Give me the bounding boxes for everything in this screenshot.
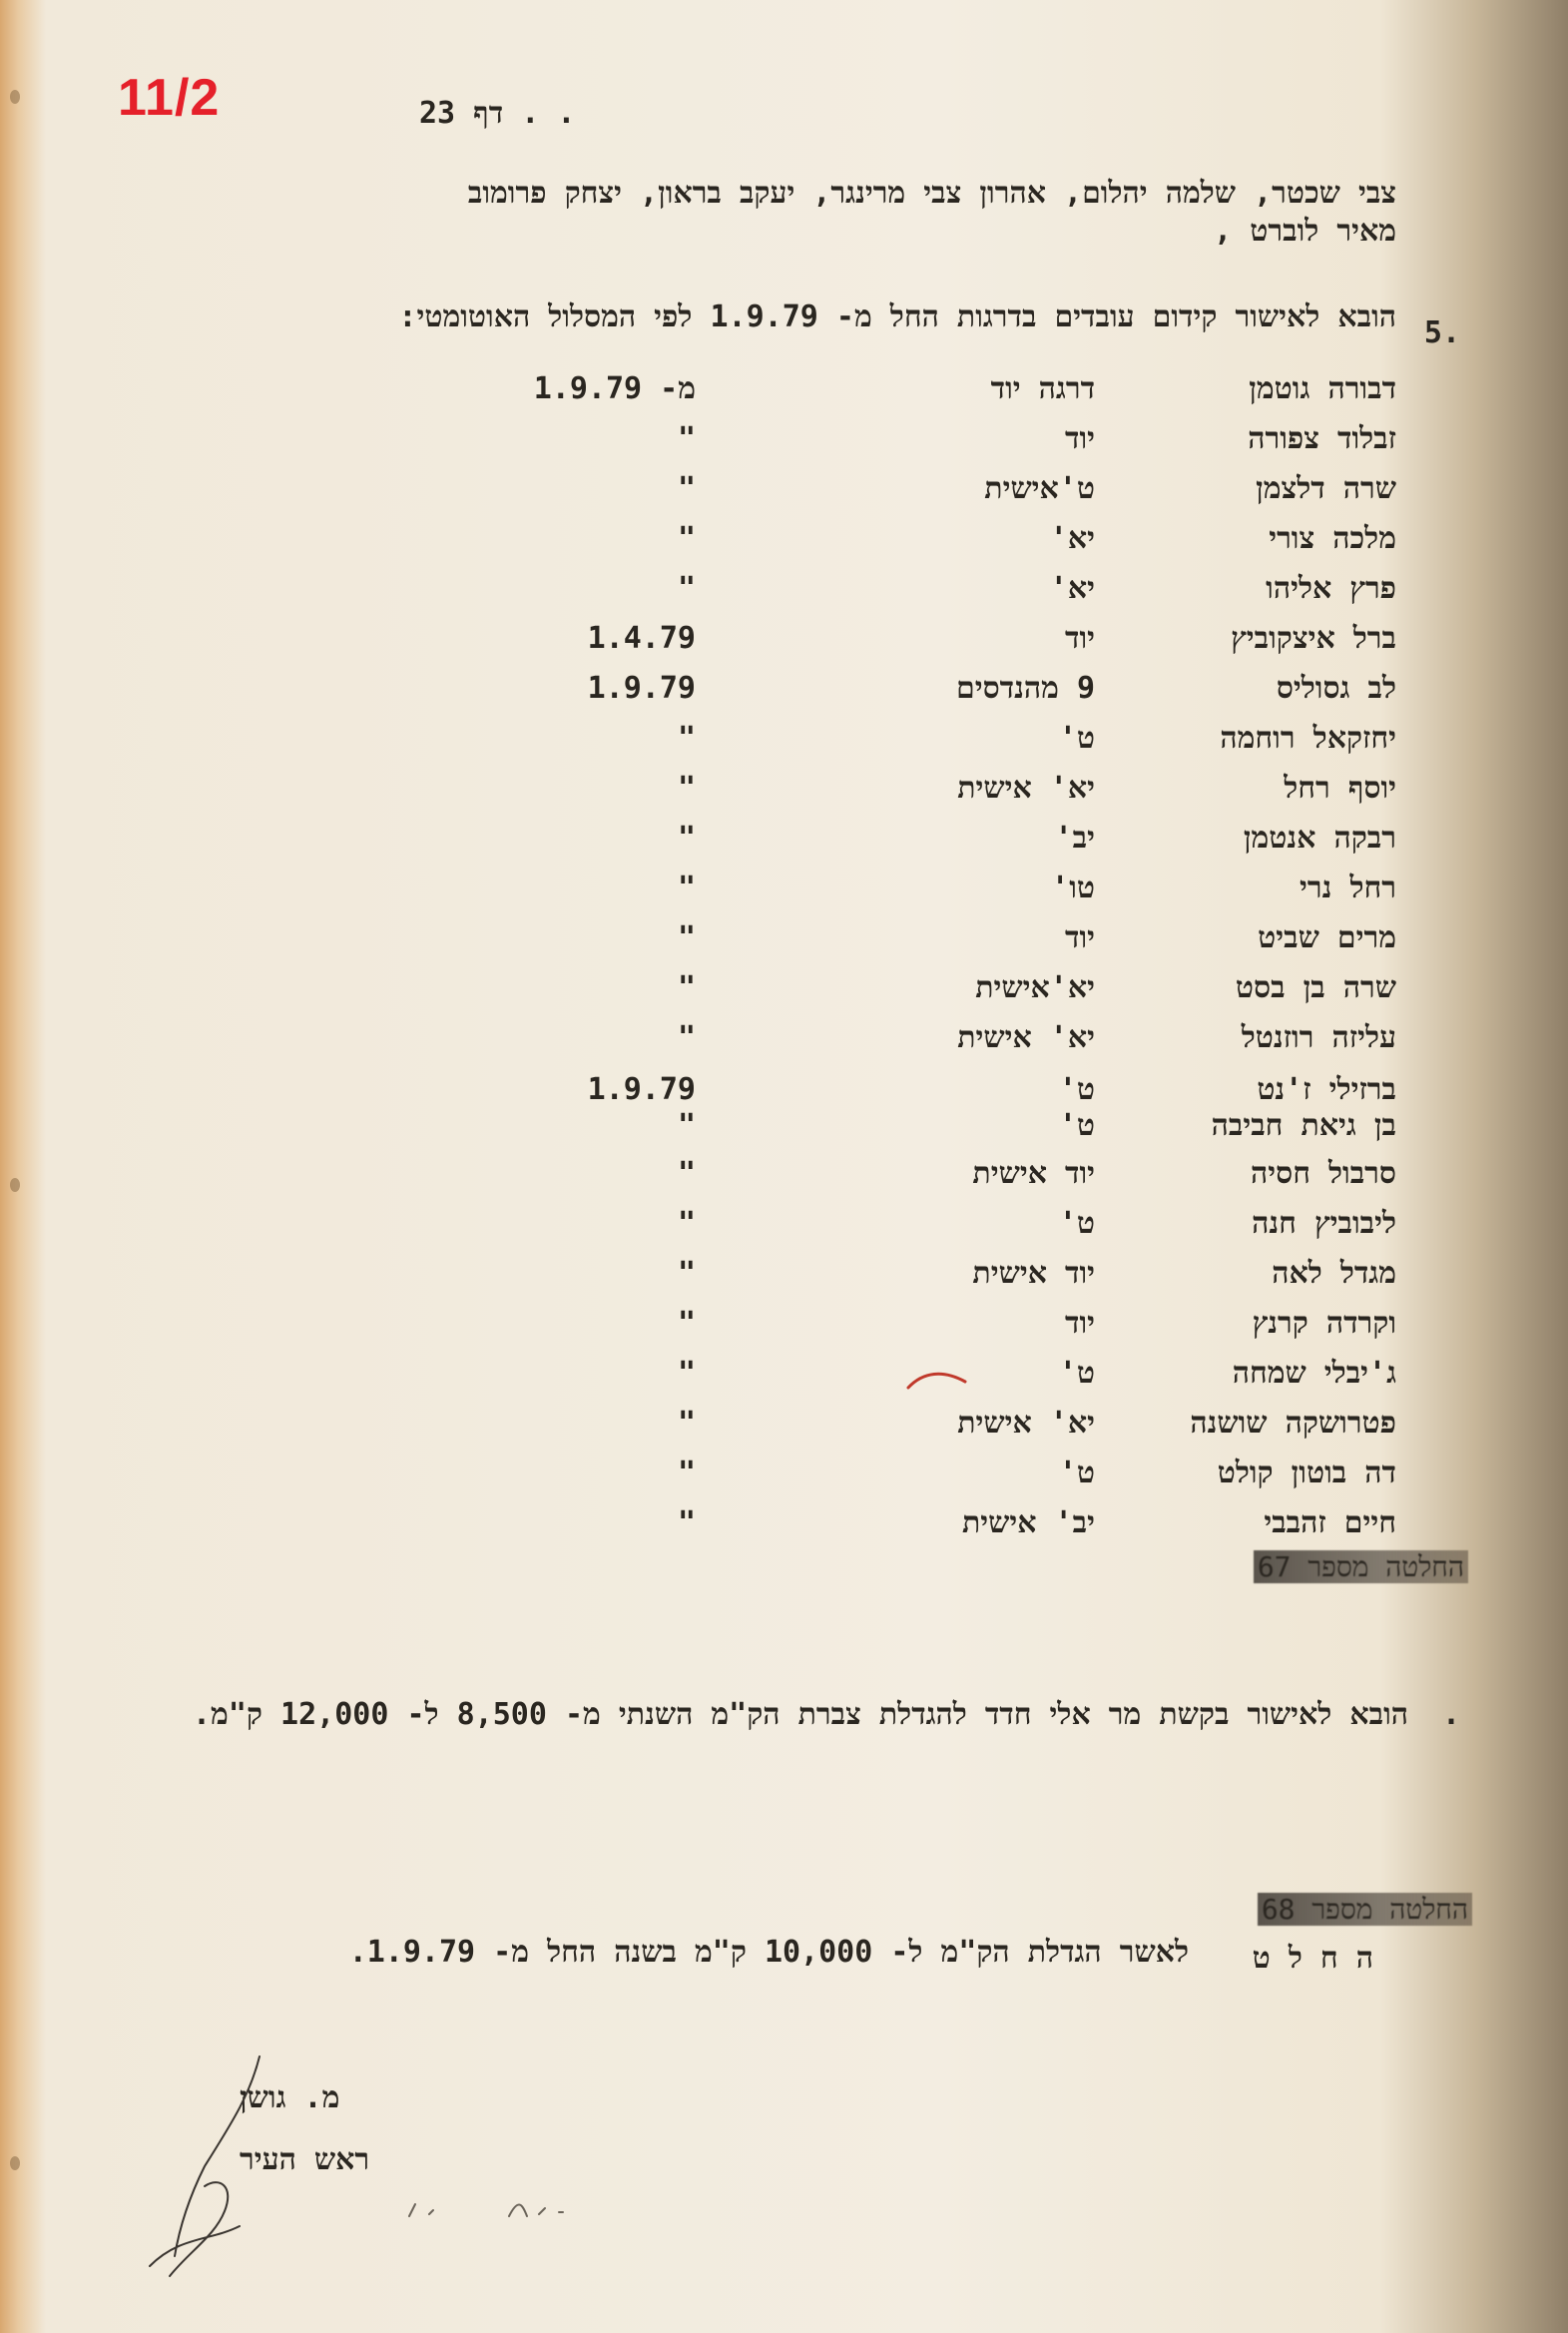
signer-title: ראש העיר — [240, 2142, 370, 2177]
row-date: " — [677, 970, 696, 1005]
row-grade: יא' — [1049, 571, 1095, 606]
row-grade: טו' — [1051, 871, 1095, 905]
binding-hole — [10, 2156, 20, 2170]
row-grade: ט' — [1058, 1108, 1095, 1143]
row-date: 1.4.79 — [587, 621, 696, 656]
row-grade: יוד — [1065, 421, 1095, 456]
row-date: " — [677, 1020, 696, 1055]
row-date: " — [677, 1256, 696, 1291]
row-name: דבורה גוטמן — [1249, 371, 1396, 406]
red-pencil-mark — [903, 1366, 973, 1396]
binding-hole — [10, 90, 20, 104]
row-date: מ- 1.9.79 — [533, 371, 696, 406]
row-name: וקרדה קרנץ — [1252, 1306, 1396, 1341]
row-date: " — [677, 871, 696, 905]
row-grade: יא'אישית — [975, 970, 1095, 1005]
row-date: " — [677, 1206, 696, 1241]
decision-word: ה ח ל ט — [1252, 1941, 1373, 1976]
row-date: 1.9.79 — [587, 1072, 696, 1107]
row-name: פרץ אליהו — [1266, 571, 1396, 606]
row-grade: יא' — [1049, 521, 1095, 556]
row-grade: 9 מהנדסים — [956, 671, 1095, 706]
row-grade: יוד אישית — [972, 1156, 1095, 1191]
row-name: יחזקאל רוחמה — [1220, 721, 1396, 756]
row-date: " — [677, 521, 696, 556]
row-date: " — [677, 421, 696, 456]
row-grade: יוד — [1065, 621, 1095, 656]
decision-stamp: החלטה מספר 68 — [1258, 1893, 1472, 1926]
row-name: זבלוד צפורה — [1248, 421, 1396, 456]
row-date: " — [677, 571, 696, 606]
row-date: " — [677, 1356, 696, 1391]
page-corner-number: 11/2 — [118, 69, 221, 127]
row-date: " — [677, 1505, 696, 1540]
row-date: " — [677, 721, 696, 756]
page-header: . . דף 23 — [419, 96, 576, 131]
row-name: דה בוטון קולט — [1217, 1456, 1396, 1490]
row-grade: יא' אישית — [957, 1020, 1095, 1055]
row-name: עליזה רוזנטל — [1241, 1020, 1396, 1055]
row-name: חיים זהבבי — [1264, 1505, 1396, 1540]
item-text: הובא לאישור קידום עובדים בדרגות החל מ- 1.9.79 לפי המסלול האוטומטי: — [398, 299, 1396, 334]
row-grade: יב' אישית — [962, 1505, 1095, 1540]
names-line-1: צבי שכטר, שלמה יהלום, אהרון צבי מרינגר, יעקב בראון, יצחק פרומוב — [467, 176, 1396, 211]
row-name: ברל איצקוביץ — [1231, 621, 1396, 656]
row-date: " — [677, 1406, 696, 1441]
item-number: .5 — [1423, 315, 1460, 350]
row-date: " — [677, 821, 696, 856]
row-date: " — [677, 1156, 696, 1191]
row-date: " — [677, 1456, 696, 1490]
row-date: " — [677, 920, 696, 955]
row-name: ג'יבלי שמחה — [1232, 1356, 1396, 1391]
row-date: 1.9.79 — [587, 671, 696, 706]
faint-initials — [399, 2176, 599, 2236]
binding-edge — [10, 0, 30, 2333]
row-date: " — [677, 771, 696, 806]
row-name: סרבול חסיה — [1251, 1156, 1396, 1191]
row-grade: דרגה יוד — [990, 371, 1095, 406]
decision-text: לאשר הגדלת הק"מ ל- 10,000 ק"מ בשנה החל מ- 1.9.79. — [348, 1935, 1189, 1970]
row-name: לב גסוליס — [1276, 671, 1396, 706]
row-grade: יא' אישית — [957, 1406, 1095, 1441]
row-grade: ט' — [1058, 1072, 1095, 1107]
row-grade: ט'אישית — [984, 471, 1095, 506]
row-name: יוסף רחל — [1284, 771, 1396, 806]
row-name: רבקה אנטמן — [1243, 821, 1396, 856]
row-grade: יא' אישית — [957, 771, 1095, 806]
decision-label — [1254, 1550, 1468, 1584]
row-grade: יוד אישית — [972, 1256, 1095, 1291]
row-name: שרה בן בסט — [1235, 970, 1396, 1005]
item-text: הובא לאישור בקשת מר אלי חדד להגדלת צברת הק"מ השנתי מ- 8,500 ל- 12,000 ק"מ. — [193, 1697, 1408, 1732]
row-grade: יב' — [1054, 821, 1095, 856]
row-name: פטרושקה שושנה — [1190, 1406, 1396, 1441]
row-name: בן גיאת חביבה — [1211, 1108, 1396, 1143]
row-date: " — [677, 471, 696, 506]
decision-label — [1258, 1893, 1472, 1927]
names-line-2: מאיר לוברט , — [1214, 214, 1396, 249]
row-date: " — [677, 1108, 696, 1143]
row-grade: ט' — [1058, 1206, 1095, 1241]
row-name: מגדל לאה — [1272, 1256, 1396, 1291]
signer-name: מ. גושן — [240, 2080, 340, 2115]
binding-hole — [10, 1178, 20, 1192]
row-name: מרים שביט — [1258, 920, 1396, 955]
row-grade: יוד — [1065, 1306, 1095, 1341]
row-grade: ט' — [1058, 1356, 1095, 1391]
row-grade: ט' — [1058, 721, 1095, 756]
row-grade: יוד — [1065, 920, 1095, 955]
row-name: רחל נרי — [1300, 871, 1396, 905]
handwritten-signature — [120, 2037, 349, 2316]
row-name: מלכה צורי — [1269, 521, 1396, 556]
row-name: ליבוביץ חנה — [1252, 1206, 1396, 1241]
decision-stamp: החלטה מספר 67 — [1254, 1550, 1468, 1583]
row-name: ברזילי ז'נט — [1257, 1072, 1396, 1107]
row-date: " — [677, 1306, 696, 1341]
row-name: שרה דלצמן — [1256, 471, 1396, 506]
row-grade: ט' — [1058, 1456, 1095, 1490]
item-bullet: . — [1441, 1697, 1460, 1732]
